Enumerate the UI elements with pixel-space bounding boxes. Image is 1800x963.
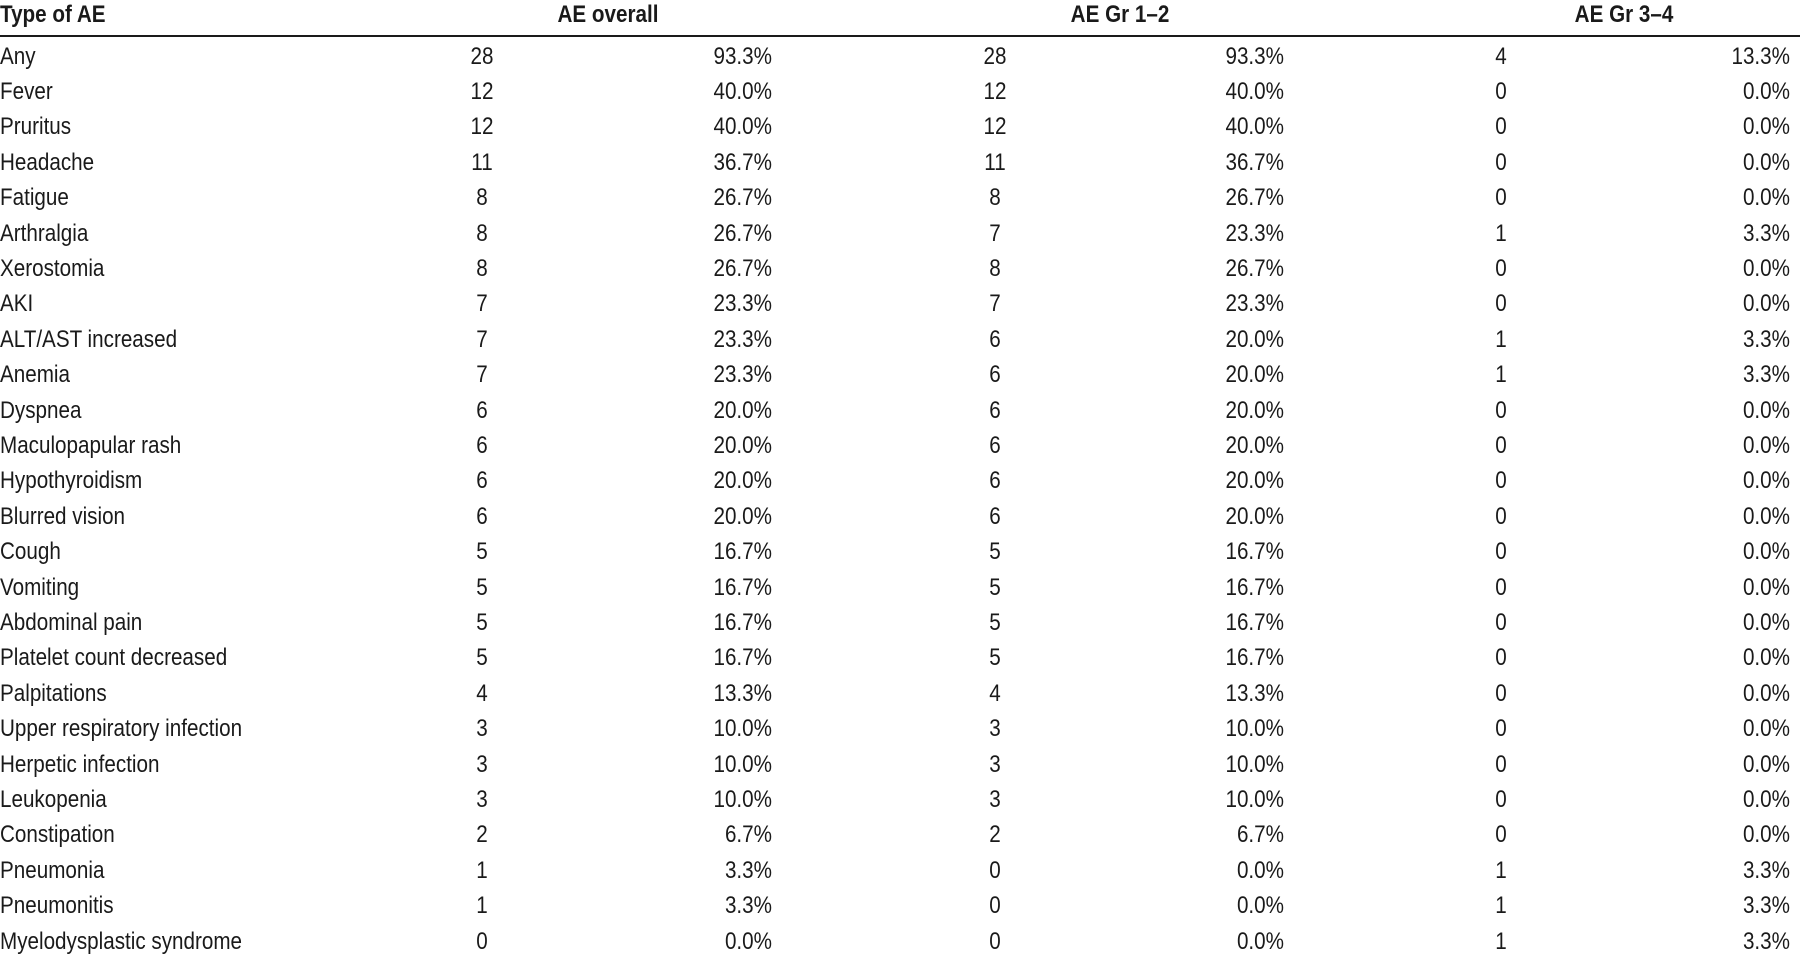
cell-n-gr-3-4: 1 (1495, 219, 1507, 247)
cell-n-overall: 12 (470, 113, 494, 141)
cell-n-overall: 5 (476, 644, 488, 672)
cell-n-gr-3-4: 4 (1495, 42, 1507, 70)
cell-n-gr-1-2: 0 (989, 927, 1001, 955)
cell-n-overall: 6 (476, 431, 488, 459)
cell-n-gr-3-4: 0 (1495, 679, 1507, 707)
cell-n-overall: 0 (476, 927, 488, 955)
cell-pct-gr-1-2: 0.0% (1236, 856, 1284, 884)
cell-n-gr-1-2: 7 (989, 290, 1001, 318)
cell-pct-gr-3-4: 0.0% (1742, 77, 1790, 105)
table-row (0, 924, 1800, 959)
cell-pct-gr-1-2: 23.3% (1225, 219, 1284, 247)
table-row (0, 747, 1800, 782)
cell-n-gr-3-4: 0 (1495, 608, 1507, 636)
cell-n-gr-3-4: 1 (1495, 927, 1507, 955)
cell-n-gr-1-2: 3 (989, 750, 1001, 778)
cell-n-gr-3-4: 1 (1495, 325, 1507, 353)
cell-type: Any (0, 42, 36, 70)
cell-type: Dyspnea (0, 396, 82, 424)
header-ae-gr-3-4: AE Gr 3–4 (1574, 1, 1674, 28)
table-row (0, 463, 1800, 498)
cell-n-gr-1-2: 28 (983, 42, 1007, 70)
cell-n-gr-3-4: 0 (1495, 148, 1507, 176)
cell-n-overall: 6 (476, 502, 488, 530)
cell-n-overall: 3 (476, 715, 488, 743)
cell-pct-overall: 20.0% (713, 431, 772, 459)
cell-n-gr-3-4: 0 (1495, 538, 1507, 566)
cell-pct-overall: 20.0% (713, 467, 772, 495)
cell-pct-overall: 20.0% (713, 396, 772, 424)
cell-n-overall: 1 (476, 856, 488, 884)
cell-pct-gr-1-2: 26.7% (1225, 254, 1284, 282)
cell-n-overall: 3 (476, 785, 488, 813)
cell-type: Abdominal pain (0, 608, 143, 636)
cell-type: ALT/AST increased (0, 325, 178, 353)
cell-pct-gr-1-2: 16.7% (1225, 608, 1284, 636)
cell-type: Xerostomia (0, 254, 105, 282)
cell-pct-gr-1-2: 93.3% (1225, 42, 1284, 70)
table-row (0, 711, 1800, 746)
table-row (0, 782, 1800, 817)
cell-n-gr-1-2: 3 (989, 785, 1001, 813)
cell-pct-overall: 3.3% (724, 856, 772, 884)
cell-n-gr-1-2: 5 (989, 538, 1001, 566)
cell-pct-gr-3-4: 3.3% (1742, 361, 1790, 389)
cell-pct-gr-3-4: 0.0% (1742, 750, 1790, 778)
table-row (0, 39, 1800, 74)
cell-n-overall: 6 (476, 396, 488, 424)
cell-n-gr-3-4: 0 (1495, 254, 1507, 282)
cell-n-gr-3-4: 0 (1495, 77, 1507, 105)
table-row (0, 817, 1800, 852)
table-row (0, 853, 1800, 888)
cell-pct-overall: 26.7% (713, 254, 772, 282)
cell-n-gr-3-4: 0 (1495, 113, 1507, 141)
cell-pct-gr-1-2: 23.3% (1225, 290, 1284, 318)
cell-pct-gr-3-4: 0.0% (1742, 254, 1790, 282)
cell-n-gr-1-2: 5 (989, 608, 1001, 636)
cell-pct-gr-3-4: 0.0% (1742, 644, 1790, 672)
cell-n-overall: 5 (476, 608, 488, 636)
cell-n-gr-1-2: 3 (989, 715, 1001, 743)
cell-pct-overall: 23.3% (713, 361, 772, 389)
cell-pct-gr-1-2: 0.0% (1236, 892, 1284, 920)
cell-n-overall: 5 (476, 573, 488, 601)
table-header (0, 0, 1800, 36)
cell-n-gr-1-2: 8 (989, 184, 1001, 212)
cell-type: Pruritus (0, 113, 72, 141)
cell-n-gr-1-2: 6 (989, 396, 1001, 424)
table-row (0, 676, 1800, 711)
cell-n-gr-1-2: 12 (983, 77, 1007, 105)
cell-n-gr-1-2: 5 (989, 644, 1001, 672)
cell-pct-gr-1-2: 40.0% (1225, 113, 1284, 141)
cell-n-gr-3-4: 1 (1495, 892, 1507, 920)
cell-n-gr-3-4: 0 (1495, 184, 1507, 212)
cell-pct-gr-3-4: 0.0% (1742, 821, 1790, 849)
cell-pct-gr-3-4: 0.0% (1742, 113, 1790, 141)
cell-n-gr-3-4: 0 (1495, 821, 1507, 849)
cell-pct-overall: 93.3% (713, 42, 772, 70)
cell-n-gr-3-4: 0 (1495, 750, 1507, 778)
cell-pct-gr-1-2: 20.0% (1225, 325, 1284, 353)
cell-type: Palpitations (0, 679, 107, 707)
cell-pct-gr-3-4: 13.3% (1731, 42, 1790, 70)
cell-pct-gr-1-2: 20.0% (1225, 361, 1284, 389)
cell-pct-gr-3-4: 0.0% (1742, 467, 1790, 495)
cell-pct-overall: 0.0% (724, 927, 772, 955)
cell-pct-gr-1-2: 6.7% (1236, 821, 1284, 849)
cell-n-gr-1-2: 11 (984, 148, 1006, 176)
cell-pct-overall: 16.7% (713, 644, 772, 672)
cell-n-gr-3-4: 0 (1495, 785, 1507, 813)
cell-pct-overall: 10.0% (713, 715, 772, 743)
cell-n-overall: 1 (476, 892, 488, 920)
cell-pct-gr-1-2: 20.0% (1225, 431, 1284, 459)
cell-pct-gr-1-2: 0.0% (1236, 927, 1284, 955)
table-row (0, 570, 1800, 605)
cell-n-gr-3-4: 0 (1495, 396, 1507, 424)
header-ae-overall: AE overall (557, 1, 659, 28)
cell-pct-gr-3-4: 0.0% (1742, 290, 1790, 318)
cell-pct-gr-3-4: 0.0% (1742, 538, 1790, 566)
cell-pct-gr-1-2: 26.7% (1225, 184, 1284, 212)
cell-pct-gr-3-4: 0.0% (1742, 148, 1790, 176)
cell-pct-gr-3-4: 0.0% (1742, 785, 1790, 813)
cell-n-overall: 6 (476, 467, 488, 495)
cell-n-gr-1-2: 8 (989, 254, 1001, 282)
cell-n-gr-3-4: 0 (1495, 715, 1507, 743)
cell-n-gr-3-4: 0 (1495, 290, 1507, 318)
cell-pct-gr-3-4: 0.0% (1742, 715, 1790, 743)
cell-pct-gr-3-4: 3.3% (1742, 856, 1790, 884)
cell-n-overall: 2 (476, 821, 488, 849)
cell-pct-gr-1-2: 16.7% (1225, 644, 1284, 672)
cell-type: Fatigue (0, 184, 69, 212)
cell-pct-overall: 13.3% (713, 679, 772, 707)
cell-type: Pneumonitis (0, 892, 114, 920)
cell-n-gr-1-2: 0 (989, 856, 1001, 884)
cell-type: Arthralgia (0, 219, 89, 247)
cell-n-gr-1-2: 2 (989, 821, 1001, 849)
cell-pct-gr-1-2: 16.7% (1225, 538, 1284, 566)
cell-pct-overall: 16.7% (713, 573, 772, 601)
cell-type: Hypothyroidism (0, 467, 143, 495)
table-row (0, 180, 1800, 215)
cell-type: Platelet count decreased (0, 644, 228, 672)
cell-pct-overall: 36.7% (713, 148, 772, 176)
cell-n-overall: 3 (476, 750, 488, 778)
cell-n-overall: 11 (471, 148, 493, 176)
cell-type: Maculopapular rash (0, 431, 182, 459)
cell-pct-overall: 10.0% (713, 785, 772, 813)
cell-pct-overall: 23.3% (713, 290, 772, 318)
cell-n-overall: 7 (476, 361, 488, 389)
cell-pct-gr-1-2: 20.0% (1225, 502, 1284, 530)
cell-pct-gr-1-2: 10.0% (1225, 750, 1284, 778)
cell-pct-overall: 26.7% (713, 219, 772, 247)
cell-pct-gr-3-4: 3.3% (1742, 927, 1790, 955)
cell-type: Myelodysplastic syndrome (0, 927, 243, 955)
table-row (0, 145, 1800, 180)
table-row (0, 640, 1800, 675)
cell-n-overall: 7 (476, 290, 488, 318)
cell-type: Blurred vision (0, 502, 126, 530)
cell-pct-overall: 20.0% (713, 502, 772, 530)
cell-n-gr-3-4: 0 (1495, 644, 1507, 672)
cell-n-gr-3-4: 1 (1495, 361, 1507, 389)
cell-type: Pneumonia (0, 856, 105, 884)
cell-pct-gr-3-4: 0.0% (1742, 573, 1790, 601)
cell-n-overall: 8 (476, 184, 488, 212)
cell-n-gr-1-2: 6 (989, 431, 1001, 459)
cell-pct-gr-1-2: 10.0% (1225, 715, 1284, 743)
cell-n-gr-3-4: 0 (1495, 467, 1507, 495)
table-row (0, 74, 1800, 109)
cell-type: Fever (0, 77, 53, 105)
cell-n-overall: 7 (476, 325, 488, 353)
table-row (0, 499, 1800, 534)
cell-pct-gr-1-2: 10.0% (1225, 785, 1284, 813)
header-ae-gr-1-2: AE Gr 1–2 (1070, 1, 1170, 28)
table-row (0, 286, 1800, 321)
cell-pct-gr-3-4: 0.0% (1742, 396, 1790, 424)
cell-type: Herpetic infection (0, 750, 160, 778)
cell-pct-gr-3-4: 3.3% (1742, 325, 1790, 353)
table-row (0, 393, 1800, 428)
cell-n-gr-1-2: 5 (989, 573, 1001, 601)
table-row (0, 357, 1800, 392)
cell-n-gr-3-4: 0 (1495, 431, 1507, 459)
cell-pct-gr-3-4: 0.0% (1742, 184, 1790, 212)
table-row (0, 534, 1800, 569)
cell-n-gr-1-2: 6 (989, 325, 1001, 353)
cell-pct-gr-3-4: 0.0% (1742, 679, 1790, 707)
table-row (0, 428, 1800, 463)
cell-pct-overall: 16.7% (713, 538, 772, 566)
cell-type: Leukopenia (0, 785, 107, 813)
cell-pct-gr-1-2: 13.3% (1225, 679, 1284, 707)
cell-pct-overall: 23.3% (713, 325, 772, 353)
cell-pct-gr-1-2: 20.0% (1225, 396, 1284, 424)
table-row (0, 605, 1800, 640)
cell-n-overall: 8 (476, 254, 488, 282)
cell-pct-gr-3-4: 0.0% (1742, 431, 1790, 459)
cell-n-gr-3-4: 0 (1495, 502, 1507, 530)
cell-pct-gr-3-4: 0.0% (1742, 608, 1790, 636)
table-row (0, 216, 1800, 251)
cell-pct-overall: 6.7% (724, 821, 772, 849)
cell-type: Anemia (0, 361, 70, 389)
cell-type: Cough (0, 538, 61, 566)
cell-pct-gr-3-4: 0.0% (1742, 502, 1790, 530)
cell-type: Headache (0, 148, 95, 176)
cell-type: AKI (0, 290, 34, 318)
cell-n-gr-1-2: 6 (989, 502, 1001, 530)
cell-pct-gr-3-4: 3.3% (1742, 219, 1790, 247)
cell-n-overall: 28 (470, 42, 494, 70)
cell-n-overall: 5 (476, 538, 488, 566)
header-type-of-ae: Type of AE (0, 1, 106, 28)
cell-n-overall: 12 (470, 77, 494, 105)
cell-n-gr-1-2: 0 (989, 892, 1001, 920)
cell-n-gr-1-2: 12 (983, 113, 1007, 141)
cell-pct-overall: 16.7% (713, 608, 772, 636)
cell-n-gr-1-2: 6 (989, 467, 1001, 495)
cell-n-overall: 4 (476, 679, 488, 707)
cell-pct-overall: 10.0% (713, 750, 772, 778)
cell-pct-gr-1-2: 16.7% (1225, 573, 1284, 601)
cell-type: Vomiting (0, 573, 80, 601)
table-row (0, 109, 1800, 144)
table-row (0, 251, 1800, 286)
cell-pct-gr-3-4: 3.3% (1742, 892, 1790, 920)
table-row (0, 322, 1800, 357)
cell-n-gr-1-2: 7 (989, 219, 1001, 247)
cell-n-gr-1-2: 6 (989, 361, 1001, 389)
cell-n-overall: 8 (476, 219, 488, 247)
cell-pct-overall: 3.3% (724, 892, 772, 920)
cell-pct-overall: 40.0% (713, 77, 772, 105)
cell-pct-gr-1-2: 40.0% (1225, 77, 1284, 105)
cell-n-gr-3-4: 1 (1495, 856, 1507, 884)
cell-pct-gr-1-2: 36.7% (1225, 148, 1284, 176)
cell-type: Constipation (0, 821, 115, 849)
cell-n-gr-1-2: 4 (989, 679, 1001, 707)
cell-type: Upper respiratory infection (0, 715, 243, 743)
cell-pct-gr-1-2: 20.0% (1225, 467, 1284, 495)
table-row (0, 888, 1800, 923)
cell-n-gr-3-4: 0 (1495, 573, 1507, 601)
cell-pct-overall: 40.0% (713, 113, 772, 141)
cell-pct-overall: 26.7% (713, 184, 772, 212)
header-rule (0, 35, 1800, 37)
